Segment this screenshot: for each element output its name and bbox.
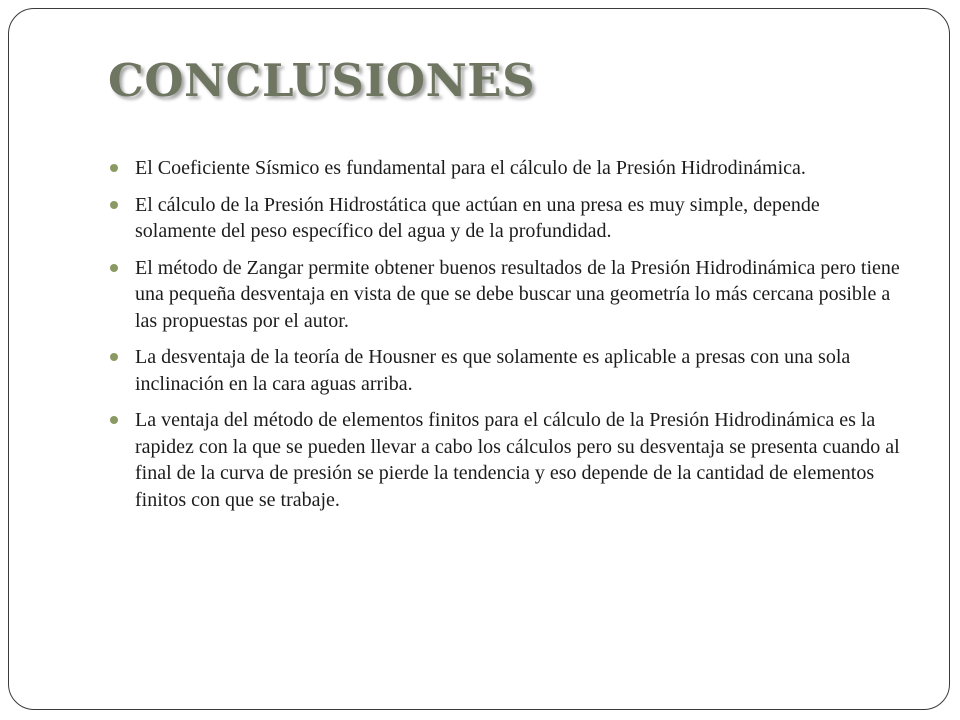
bullet-dot-icon <box>110 201 118 209</box>
bullet-text: El Coeficiente Sísmico es fundamental para el cálculo de la Presión Hidrodinámica. <box>135 157 806 179</box>
bullet-item <box>110 344 900 397</box>
bullet-item <box>110 407 900 513</box>
bullet-text: La ventaja del método de elementos finitos para el cálculo de la Presión Hidrodinámica es la rapidez con la que se pueden llevar a cabo los cálculos pero su desventaja se presenta cuando al final de la curva de presión se pierde la tendencia y eso depende de la cantidad de elementos finitos con que se trabaje. <box>135 409 900 511</box>
bullet-item <box>110 192 900 245</box>
bullet-list <box>110 155 900 523</box>
bullet-dot-icon <box>110 416 118 424</box>
bullet-dot-icon <box>110 264 118 272</box>
bullet-text: El método de Zangar permite obtener buenos resultados de la Presión Hidrodinámica pero tiene una pequeña desventaja en vista de que se debe buscar una geometría lo más cercana posible a las propuestas por el autor. <box>135 256 900 332</box>
slide-title: CONCLUSIONES <box>108 54 536 107</box>
bullet-dot-icon <box>110 164 118 172</box>
bullet-item <box>110 155 900 182</box>
bullet-item <box>110 255 900 335</box>
bullet-text: La desventaja de la teoría de Housner es que solamente es aplicable a presas con una sola inclinación en la cara aguas arriba. <box>135 346 851 395</box>
bullet-text: El cálculo de la Presión Hidrostática que actúan en una presa es muy simple, depende solamente del peso específico del agua y de la profundidad. <box>135 193 820 242</box>
bullet-dot-icon <box>110 353 118 361</box>
